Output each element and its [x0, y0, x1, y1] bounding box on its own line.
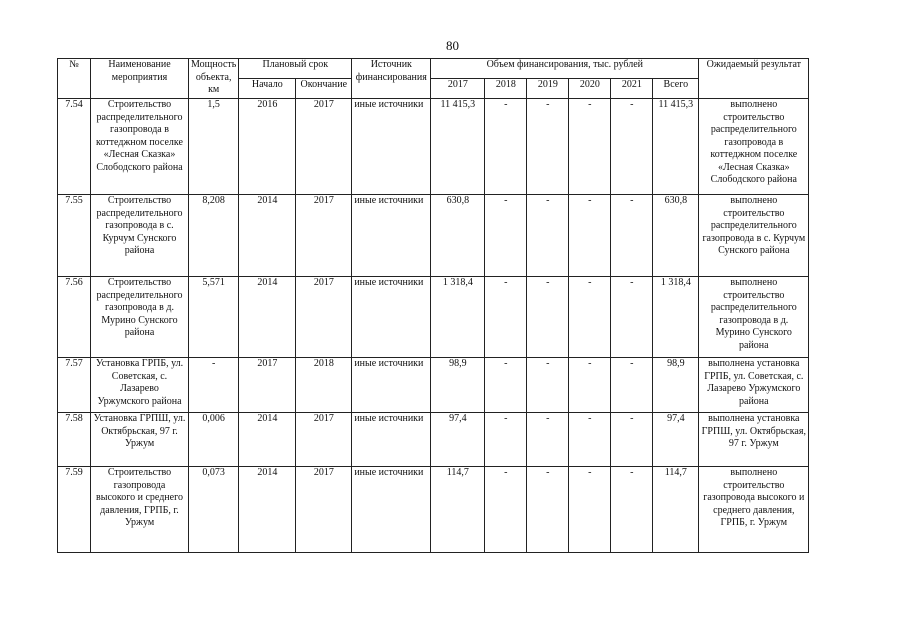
col-header-capacity: Мощность объекта, км — [189, 59, 239, 99]
row-name: Строительство распределительного газопровода в с. Курчум Сунского района — [91, 195, 189, 277]
col-header-source: Источник финансирования — [352, 59, 431, 99]
row-total: 630,8 — [653, 195, 699, 277]
row-value-2020: - — [569, 195, 611, 277]
row-value-2021: - — [611, 99, 653, 195]
row-result: выполнено строительство распределительного газопровода в д. Мурино Сунского района — [699, 277, 809, 358]
row-value-2017: 630,8 — [431, 195, 485, 277]
row-total: 97,4 — [653, 413, 699, 467]
row-num: 7.56 — [58, 277, 91, 358]
row-name: Строительство распределительного газопровода в коттеджном поселке «Лесная Сказка» Слободского района — [91, 99, 189, 195]
col-header-term: Плановый срок — [239, 59, 352, 79]
row-source: иные источники — [352, 467, 431, 553]
row-result: выполнено строительство распределительного газопровода в коттеджном поселке «Лесная Сказка» Слободского района — [699, 99, 809, 195]
col-header-year: 2018 — [485, 79, 527, 99]
row-name: Установка ГРПБ, ул. Советская, с. Лазарево Уржумского района — [91, 358, 189, 413]
row-value-2018: - — [485, 467, 527, 553]
row-end: 2017 — [296, 413, 352, 467]
row-end: 2017 — [296, 99, 352, 195]
row-value-2019: - — [527, 99, 569, 195]
row-value-2021: - — [611, 413, 653, 467]
row-num: 7.58 — [58, 413, 91, 467]
row-total: 114,7 — [653, 467, 699, 553]
row-value-2017: 98,9 — [431, 358, 485, 413]
row-capacity: 1,5 — [189, 99, 239, 195]
row-value-2020: - — [569, 277, 611, 358]
row-value-2017: 114,7 — [431, 467, 485, 553]
row-end: 2018 — [296, 358, 352, 413]
row-capacity: 8,208 — [189, 195, 239, 277]
row-num: 7.55 — [58, 195, 91, 277]
col-header-num: № — [58, 59, 91, 99]
row-source: иные источники — [352, 358, 431, 413]
row-num: 7.59 — [58, 467, 91, 553]
row-name: Установка ГРПШ, ул. Октябрьская, 97 г. Уржум — [91, 413, 189, 467]
col-header-year: 2017 — [431, 79, 485, 99]
row-start: 2016 — [239, 99, 296, 195]
row-source: иные источники — [352, 277, 431, 358]
row-value-2019: - — [527, 358, 569, 413]
row-value-2018: - — [485, 195, 527, 277]
col-header-result: Ожидаемый результат — [699, 59, 809, 99]
financing-table — [57, 58, 809, 553]
row-value-2018: - — [485, 413, 527, 467]
col-header-total: Всего — [653, 79, 699, 99]
row-capacity: 0,073 — [189, 467, 239, 553]
row-value-2018: - — [485, 277, 527, 358]
row-total: 98,9 — [653, 358, 699, 413]
row-value-2021: - — [611, 358, 653, 413]
row-value-2019: - — [527, 277, 569, 358]
row-name: Строительство газопровода высокого и среднего давления, ГРПБ, г. Уржум — [91, 467, 189, 553]
row-name: Строительство распределительного газопровода в д. Мурино Сунского района — [91, 277, 189, 358]
col-header-end: Окончание — [296, 79, 352, 99]
row-source: иные источники — [352, 99, 431, 195]
row-result: выполнена установка ГРПБ, ул. Советская, с. Лазарево Уржумского района — [699, 358, 809, 413]
row-value-2018: - — [485, 99, 527, 195]
row-end: 2017 — [296, 195, 352, 277]
row-value-2017: 1 318,4 — [431, 277, 485, 358]
row-num: 7.57 — [58, 358, 91, 413]
col-header-year: 2021 — [611, 79, 653, 99]
row-start: 2014 — [239, 413, 296, 467]
row-start: 2014 — [239, 195, 296, 277]
row-end: 2017 — [296, 277, 352, 358]
row-value-2017: 97,4 — [431, 413, 485, 467]
table-row — [58, 413, 809, 467]
row-value-2020: - — [569, 358, 611, 413]
page-number: 80 — [446, 38, 459, 53]
row-value-2020: - — [569, 467, 611, 553]
col-header-year: 2019 — [527, 79, 569, 99]
row-value-2021: - — [611, 195, 653, 277]
row-capacity: 0,006 — [189, 413, 239, 467]
col-header-start: Начало — [239, 79, 296, 99]
row-start: 2014 — [239, 467, 296, 553]
row-value-2019: - — [527, 467, 569, 553]
row-value-2021: - — [611, 467, 653, 553]
row-value-2019: - — [527, 413, 569, 467]
table-row — [58, 277, 809, 358]
table-row — [58, 99, 809, 195]
row-start: 2014 — [239, 277, 296, 358]
row-value-2021: - — [611, 277, 653, 358]
row-value-2020: - — [569, 413, 611, 467]
col-header-name: Наименование мероприятия — [91, 59, 189, 99]
row-result: выполнено строительство распределительного газопровода в с. Курчум Сунского района — [699, 195, 809, 277]
row-total: 11 415,3 — [653, 99, 699, 195]
col-header-funding: Объем финансирования, тыс. рублей — [431, 59, 699, 79]
table-row — [58, 195, 809, 277]
row-result: выполнена установка ГРПШ, ул. Октябрьская, 97 г. Уржум — [699, 413, 809, 467]
row-source: иные источники — [352, 413, 431, 467]
row-num: 7.54 — [58, 99, 91, 195]
row-capacity: 5,571 — [189, 277, 239, 358]
row-value-2019: - — [527, 195, 569, 277]
row-total: 1 318,4 — [653, 277, 699, 358]
row-source: иные источники — [352, 195, 431, 277]
col-header-year: 2020 — [569, 79, 611, 99]
table-row — [58, 467, 809, 553]
row-start: 2017 — [239, 358, 296, 413]
row-value-2020: - — [569, 99, 611, 195]
row-capacity: - — [189, 358, 239, 413]
row-value-2017: 11 415,3 — [431, 99, 485, 195]
row-result: выполнено строительство газопровода высокого и среднего давления, ГРПБ, г. Уржум — [699, 467, 809, 553]
table-row — [58, 358, 809, 413]
row-end: 2017 — [296, 467, 352, 553]
row-value-2018: - — [485, 358, 527, 413]
